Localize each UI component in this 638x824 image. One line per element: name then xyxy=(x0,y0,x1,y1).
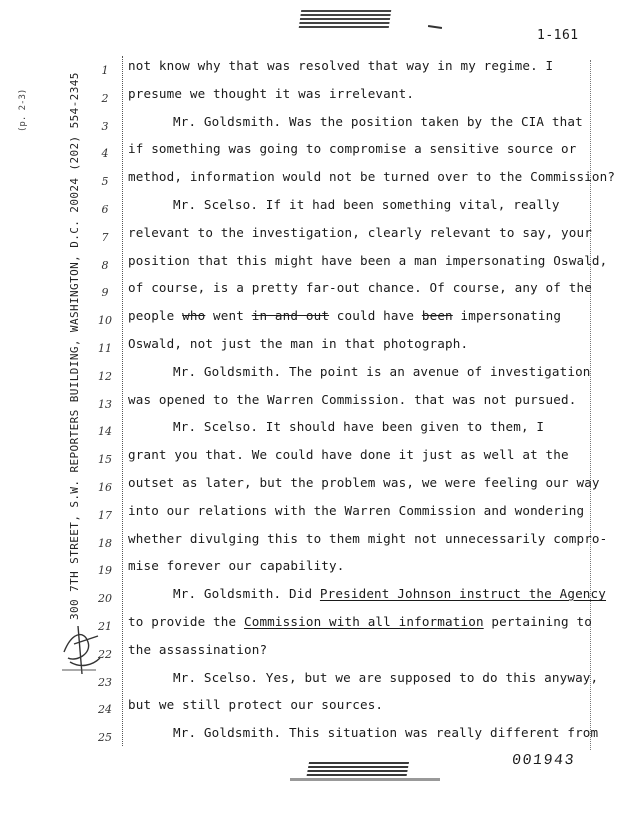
text-run: Mr. Goldsmith. Did xyxy=(173,586,320,602)
line-number: 18 xyxy=(98,536,112,550)
classification-stamp-top xyxy=(299,10,392,28)
transcript-line: of course, is a pretty far-out chance. Of course, any of the xyxy=(128,280,592,296)
transcript-line: the assassination? xyxy=(128,641,268,657)
transcript-line xyxy=(128,586,606,602)
struck-text: who xyxy=(182,308,206,324)
text-run: to provide the xyxy=(128,614,244,629)
transcript-line: relevant to the investigation, clearly relevant to say, your xyxy=(128,224,592,240)
transcript-line: whether divulging this to them might not unnecessarily compro- xyxy=(128,530,608,546)
underlined-text: President Johnson instruct the Agency xyxy=(319,586,607,602)
text-run: went xyxy=(205,308,252,324)
document-id: 001943 xyxy=(511,752,576,769)
line-number: 17 xyxy=(98,508,112,522)
line-number: 2 xyxy=(101,91,109,105)
line-number: 24 xyxy=(98,703,112,717)
transcript-line: not know why that was resolved that way in my regime. I xyxy=(128,58,554,73)
line-number: 14 xyxy=(98,425,112,439)
line-number: 4 xyxy=(101,147,109,161)
transcript-line: position that this might have been a man impersonating Oswald, xyxy=(128,252,608,268)
line-number: 21 xyxy=(98,620,112,633)
line-number: 1 xyxy=(101,64,109,77)
line-number: 6 xyxy=(101,203,109,216)
line-number: 19 xyxy=(98,564,112,578)
line-number: 11 xyxy=(98,342,112,355)
transcript-line: outset as later, but the problem was, we were feeling our way xyxy=(128,475,600,490)
margin-small-mark: (p. 2-3) xyxy=(18,88,28,132)
line-number: 23 xyxy=(98,675,112,689)
line-number: 25 xyxy=(98,731,112,745)
line-number: 12 xyxy=(98,369,112,383)
transcript-line: mise forever our capability. xyxy=(128,558,345,574)
classification-stamp-bottom xyxy=(307,760,410,776)
transcript-line: Oswald, not just the man in that photograph. xyxy=(128,336,469,351)
left-margin-rule xyxy=(122,56,123,746)
page-number: 1-161 xyxy=(537,28,579,43)
text-run: people xyxy=(128,308,183,324)
transcript-line: grant you that. We could have done it just as well at the xyxy=(128,447,569,463)
line-number: 9 xyxy=(101,286,109,300)
transcript-line xyxy=(128,308,561,324)
transcript-line xyxy=(128,614,592,630)
line-number: 16 xyxy=(98,481,112,494)
transcript-line: Mr. Goldsmith. Was the position taken by the CIA that xyxy=(173,113,583,129)
struck-text: in and out xyxy=(251,308,330,324)
transcript-line: presume we thought it was irrelevant. xyxy=(128,85,415,101)
transcript-line: into our relations with the Warren Commission and wondering xyxy=(128,502,585,518)
underlined-text: Commission with all information xyxy=(243,614,484,629)
line-number: 10 xyxy=(98,314,112,328)
transcript-line: method, information would not be turned over to the Commission? xyxy=(128,169,616,185)
transcript-line: Mr. Scelso. It should have been given to them, I xyxy=(173,419,545,435)
text-run: could have xyxy=(329,308,422,324)
line-number: 3 xyxy=(101,119,109,133)
reporter-address-stamp: 300 7TH STREET, S.W. REPORTERS BUILDING, WASHINGTON, D.C. 20024 (202) 554-2345 xyxy=(68,72,81,620)
transcript-line: Mr. Scelso. Yes, but we are supposed to do this anyway, xyxy=(173,669,599,685)
struck-text: been xyxy=(421,308,453,324)
line-number: 22 xyxy=(98,647,112,661)
handwritten-initials-mark xyxy=(58,622,106,678)
text-run: impersonating xyxy=(452,308,562,324)
transcript-line: was opened to the Warren Commission. that was not pursued. xyxy=(128,391,577,407)
pen-mark xyxy=(428,25,442,29)
transcript-line: Mr. Goldsmith. The point is an avenue of investigation xyxy=(173,363,591,379)
right-margin-rule xyxy=(590,60,591,750)
line-number: 20 xyxy=(98,592,112,606)
transcript-line: but we still protect our sources. xyxy=(128,697,384,713)
line-number: 5 xyxy=(101,175,109,189)
line-number: 7 xyxy=(101,230,109,244)
text-run: pertaining to xyxy=(483,614,592,629)
stamp-underline xyxy=(290,778,440,781)
transcript-line: Mr. Goldsmith. This situation was really different from xyxy=(173,725,599,741)
transcript-line: Mr. Scelso. If it had been something vital, really xyxy=(173,197,560,212)
line-number: 13 xyxy=(98,397,112,411)
line-number: 8 xyxy=(101,258,109,272)
transcript-line: if something was going to compromise a sensitive source or xyxy=(128,141,577,157)
line-number: 15 xyxy=(98,453,112,467)
